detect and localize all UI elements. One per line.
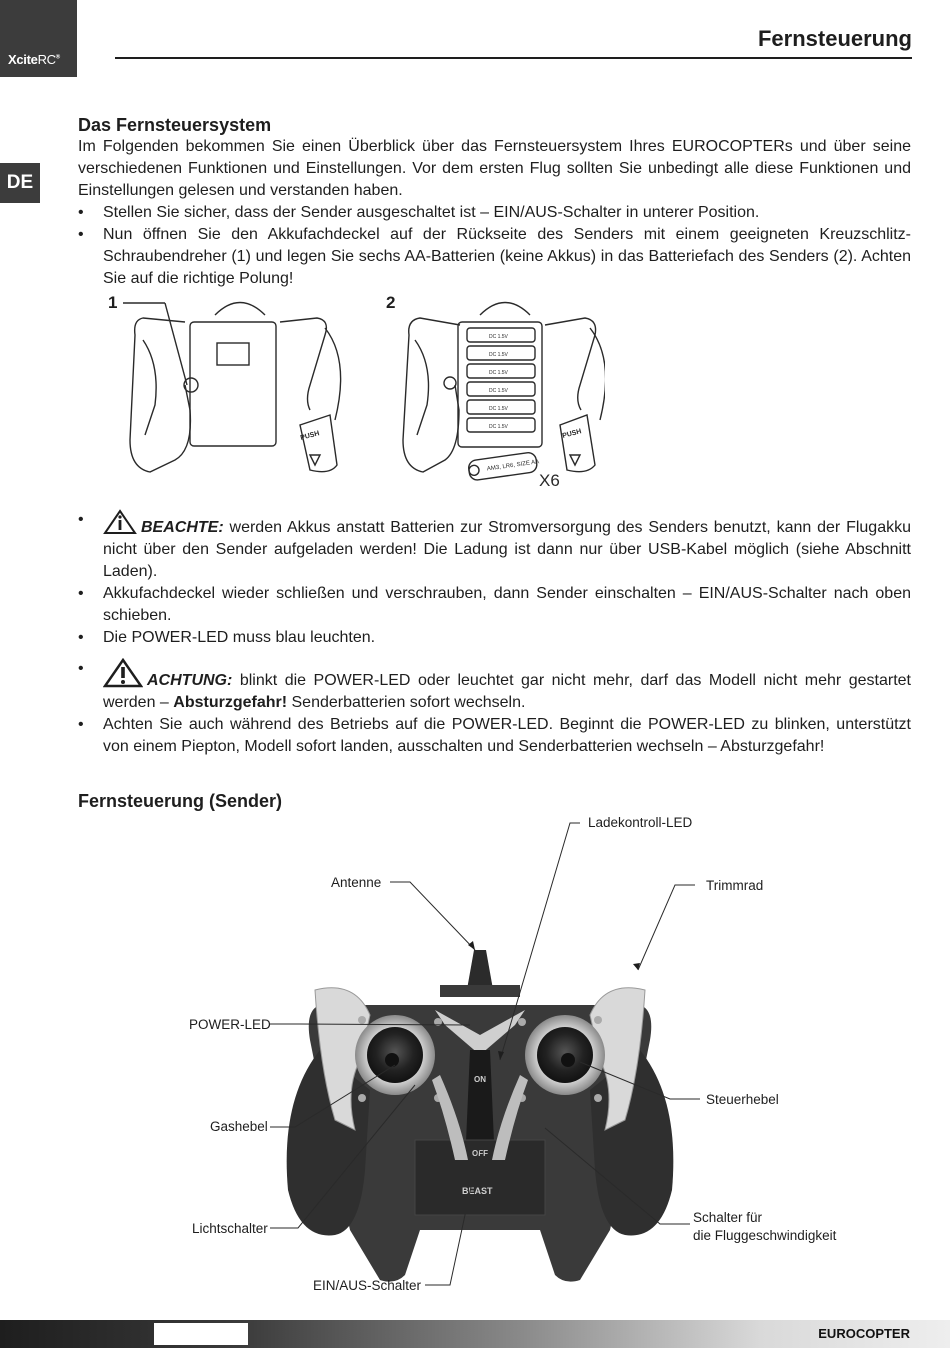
callout-steuerhebel: Steuerhebel	[706, 1092, 779, 1107]
footer-bar	[0, 1320, 950, 1348]
note-keyword: BEACHTE:	[141, 519, 224, 536]
note-emphasis: Absturzgefahr!	[173, 694, 288, 711]
callout-schalter-line2: die Fluggeschwindigkeit	[693, 1228, 837, 1243]
figure-label-1: 1	[108, 293, 118, 312]
callout-ein-aus-schalter: EIN/AUS-Schalter	[313, 1278, 422, 1293]
figure-label-2: 2	[386, 293, 396, 312]
device-brand: BEAST	[462, 1186, 493, 1196]
footer-brand: EUROCOPTER	[818, 1326, 910, 1341]
callout-antenne: Antenne	[331, 875, 382, 890]
note-text-tail: Senderbatterien sofort wechseln.	[287, 694, 526, 711]
battery-count: X6	[539, 471, 560, 490]
callout-lichtschalter: Lichtschalter	[192, 1221, 268, 1236]
on-label: ON	[474, 1075, 486, 1084]
battery-install-diagram	[105, 290, 605, 495]
list-item: • Die POWER-LED muss blau leuchten.	[78, 627, 911, 649]
notes-section	[78, 509, 911, 758]
note-beachte	[78, 509, 911, 583]
callout-trimmrad: Trimmrad	[706, 878, 764, 893]
list-item: • Achten Sie auch während des Betriebs auf die POWER-LED. Beginnt die POWER-LED zu blinken, unterstützt von einem Piepton, Modell sofort landen, ausschalten und Senderbatterien wechseln – Absturzgefahr!	[78, 714, 911, 758]
cell-label: DC 1.5V	[489, 406, 508, 412]
section-fernsteuersystem	[78, 114, 911, 290]
note-text: blinkt die POWER-LED oder leuchtet gar nicht mehr, darf das Modell nicht mehr gestartet werden –	[103, 672, 911, 711]
footer-page-box	[154, 1323, 248, 1345]
callout-ladekontroll-led: Ladekontroll-LED	[588, 815, 693, 830]
section-heading: Das Fernsteuersystem	[78, 115, 272, 135]
note-achtung	[78, 658, 911, 714]
note-text: werden Akkus anstatt Batterien zur Stromversorgung des Senders benutzt, kann der Flugakku nicht über den Sender aufgeladen werden! Die Ladung ist dann nur über USB-Kabel möglich (siehe Abschnitt Laden).	[103, 519, 911, 580]
battery-label: AM3, LR6, SIZE AA	[486, 459, 540, 473]
cell-label: DC 1.5V	[489, 370, 508, 376]
header-divider	[115, 57, 912, 59]
info-warning-icon	[103, 509, 137, 535]
cell-label: DC 1.5V	[489, 424, 508, 430]
logo-text: XciteRC®	[8, 52, 60, 67]
push-label: PUSH	[299, 430, 321, 442]
page-title: Fernsteuerung	[757, 26, 912, 51]
cell-label: DC 1.5V	[489, 352, 508, 358]
notes-list	[78, 509, 911, 758]
section-sender	[78, 790, 911, 812]
note-keyword: ACHTUNG:	[147, 672, 233, 689]
list-item: • Nun öffnen Sie den Akkufachdeckel auf der Rückseite des Senders mit einem geeigneten Kreuzschlitz-Schraubendreher (1) und legen Sie sechs AA-Batterien (keine Akkus) in das Batteriefach des Senders (2). Achten Sie auf die richtige Polung!	[78, 224, 911, 290]
brand-logo	[0, 0, 77, 77]
warning-icon	[103, 658, 143, 688]
callout-schalter-line1: Schalter für	[693, 1210, 763, 1225]
language-tab: DE	[0, 163, 40, 203]
intro-paragraph: Im Folgenden bekommen Sie einen Überblick über das Fernsteuersystem Ihres EUROCOPTERs und über seine verschiedenen Funktionen und Einstellungen. Vor dem ersten Flug sollten Sie unbedingt alle diese Funktionen und Einstellungen gelesen und verstanden haben.	[78, 138, 911, 199]
callout-power-led: POWER-LED	[189, 1017, 271, 1032]
cell-label: DC 1.5V	[489, 388, 508, 394]
section-heading: Fernsteuerung (Sender)	[78, 791, 283, 811]
bullet-list	[78, 202, 911, 290]
callout-gashebel: Gashebel	[210, 1119, 268, 1134]
cell-label: DC 1.5V	[489, 334, 508, 340]
list-item: • Stellen Sie sicher, dass der Sender ausgeschaltet ist – EIN/AUS-Schalter in unterer Position.	[78, 202, 911, 224]
list-item: • Akkufachdeckel wieder schließen und verschrauben, dann Sender einschalten – EIN/AUS-Schalter nach oben schieben.	[78, 583, 911, 627]
off-label: OFF	[472, 1149, 488, 1158]
push-label: PUSH	[561, 428, 583, 440]
